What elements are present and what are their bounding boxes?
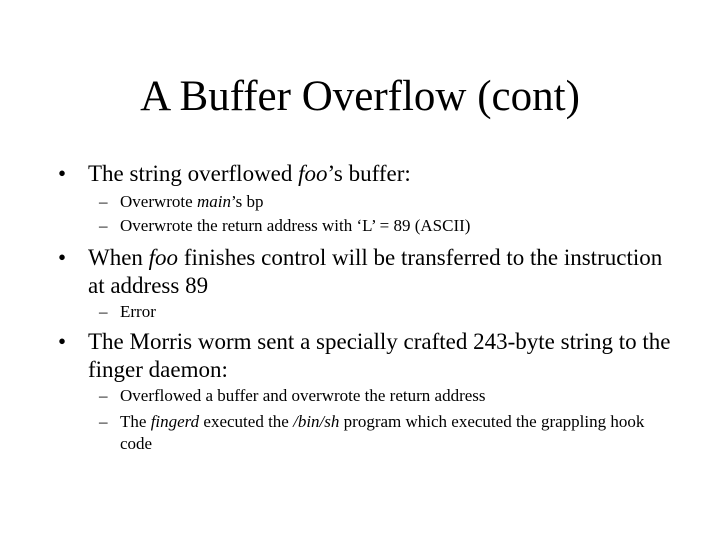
dash-marker: – <box>99 412 108 431</box>
bullet-1-text: The string overflowed foo’s buffer: <box>88 161 411 186</box>
bullet-marker: • <box>58 161 67 186</box>
bullet-3-text: The Morris worm sent a specially crafted 243-byte string to the finger daemon: <box>88 329 671 382</box>
bullet-3-sub-2 <box>99 411 659 455</box>
bullet-2-text: When foo finishes control will be transferred to the instruction at address 89 <box>88 245 663 298</box>
bullet-3 <box>58 328 678 384</box>
bullet-3-sub-1 <box>99 385 659 407</box>
bullet-3-sub-2-text: The fingerd executed the /bin/sh program which executed the grappling hook code <box>120 412 645 453</box>
bullet-2 <box>58 244 678 300</box>
bullet-1-sub-1 <box>99 191 659 213</box>
bullet-1-sub-1-text: Overwrote main’s bp <box>120 192 264 211</box>
bullet-marker: • <box>58 329 67 354</box>
bullet-3-sub-1-text: Overflowed a buffer and overwrote the return address <box>120 386 486 405</box>
bullet-1 <box>58 160 678 188</box>
bullet-2-sub-1-text: Error <box>120 302 156 321</box>
bullet-marker: • <box>58 245 67 270</box>
bullet-2-sub-1 <box>99 301 659 323</box>
dash-marker: – <box>99 192 108 211</box>
dash-marker: – <box>99 386 108 405</box>
bullet-1-sub-2 <box>99 215 659 237</box>
dash-marker: – <box>99 302 108 321</box>
bullet-1-sub-2-text: Overwrote the return address with ‘L’ = 89 (ASCII) <box>120 216 471 235</box>
slide-title: A Buffer Overflow (cont) <box>140 73 580 120</box>
dash-marker: – <box>99 216 108 235</box>
